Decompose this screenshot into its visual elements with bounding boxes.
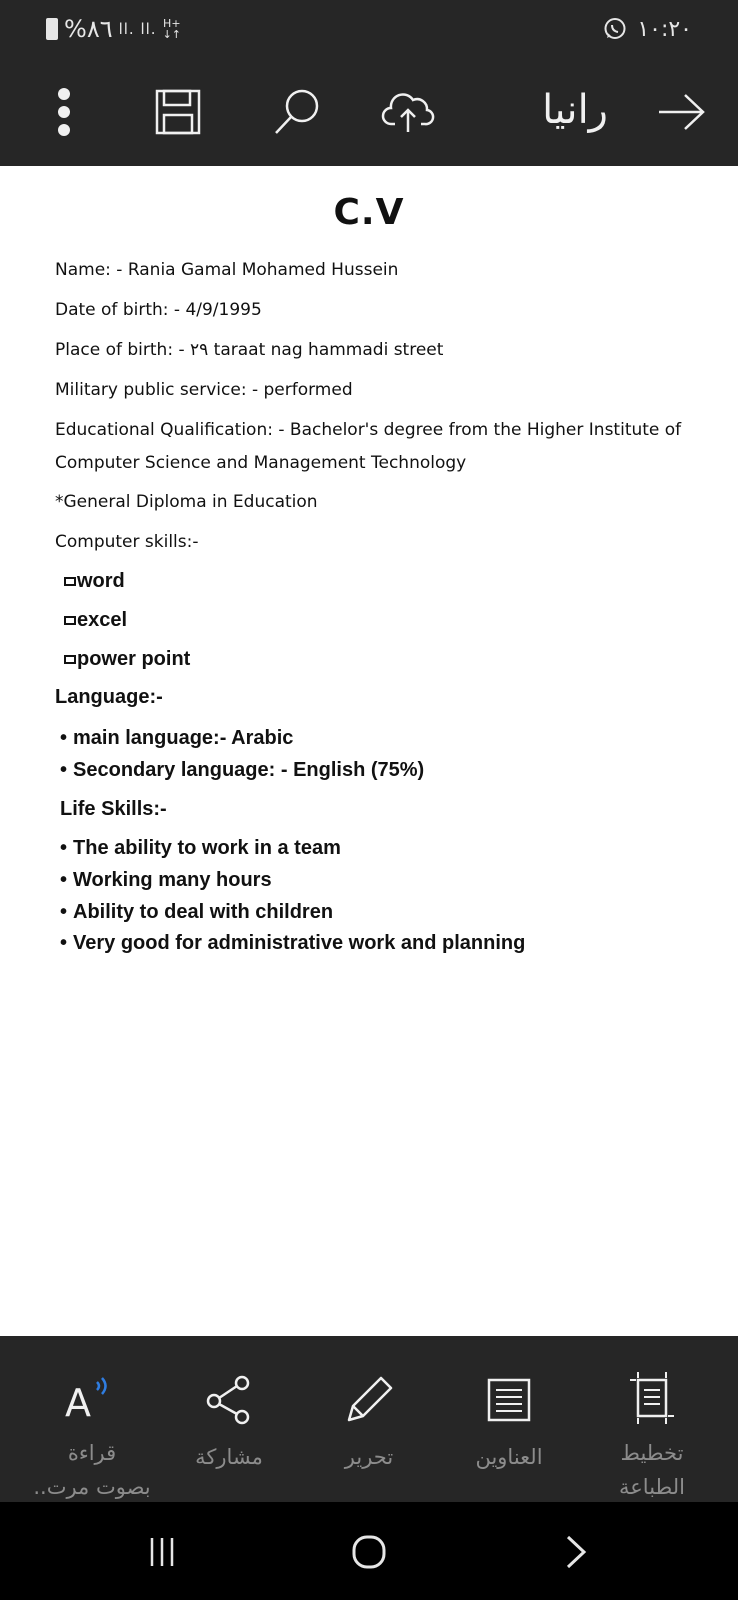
read-aloud-icon bbox=[61, 1372, 123, 1424]
more-options-button[interactable] bbox=[44, 82, 84, 142]
edit-label: تحرير bbox=[344, 1445, 394, 1469]
language-heading: Language:- bbox=[55, 686, 163, 708]
list-item: • Ability to deal with children bbox=[60, 901, 334, 923]
pencil-icon bbox=[343, 1374, 395, 1426]
list-item: • Very good for administrative work and planning bbox=[60, 932, 526, 954]
print-layout-button[interactable] bbox=[582, 1336, 722, 1502]
save-icon bbox=[155, 89, 201, 135]
share-button[interactable] bbox=[159, 1336, 299, 1502]
app-toolbar bbox=[0, 58, 738, 166]
status-left bbox=[46, 16, 181, 42]
whatsapp-icon bbox=[603, 17, 627, 41]
diploma-field: *General Diploma in Education bbox=[55, 492, 318, 512]
headings-label: العناوين bbox=[475, 1445, 543, 1469]
bottom-action-bar bbox=[0, 1336, 738, 1502]
forward-button[interactable] bbox=[652, 82, 712, 142]
svg-text:A: A bbox=[65, 1381, 91, 1424]
name-field: Name: - Rania Gamal Mohamed Hussein bbox=[55, 260, 399, 280]
chevron-right-icon bbox=[564, 1534, 588, 1570]
square-bullet-icon bbox=[64, 655, 76, 664]
cloud-upload-icon bbox=[381, 90, 435, 134]
list-item: • Secondary language: - English (75%) bbox=[60, 759, 425, 781]
signal-strength: ll. ll. bbox=[118, 20, 157, 38]
share-icon bbox=[204, 1375, 254, 1425]
edit-button[interactable] bbox=[299, 1336, 439, 1502]
save-button[interactable] bbox=[148, 82, 208, 142]
clock: ١٠:٢٠ bbox=[637, 16, 692, 42]
search-icon bbox=[271, 86, 323, 138]
recent-apps-icon bbox=[146, 1536, 178, 1568]
read-aloud-button[interactable] bbox=[22, 1336, 162, 1502]
list-item: excel bbox=[64, 609, 127, 632]
print-layout-icon bbox=[628, 1372, 676, 1424]
print-layout-label: تخطيط الطباعة bbox=[619, 1441, 685, 1499]
battery-icon bbox=[46, 18, 58, 40]
status-bar bbox=[0, 0, 738, 58]
computer-skills-heading: Computer skills:- bbox=[55, 532, 199, 552]
home-icon bbox=[351, 1534, 387, 1570]
pob-field: Place of birth: - ٢٩ taraat nag hammadi street bbox=[55, 340, 444, 360]
document-page[interactable] bbox=[0, 166, 738, 1336]
more-vert-icon bbox=[54, 86, 74, 138]
list-item: word bbox=[64, 570, 125, 593]
list-item: • main language:- Arabic bbox=[60, 727, 294, 749]
battery-level: %٨٦ bbox=[64, 15, 113, 43]
education-line-2: Computer Science and Management Technology bbox=[55, 453, 467, 473]
recent-apps-button[interactable] bbox=[122, 1522, 202, 1582]
search-button[interactable] bbox=[262, 82, 332, 142]
back-button[interactable] bbox=[536, 1522, 616, 1582]
status-right bbox=[603, 16, 692, 42]
life-skills-heading: Life Skills:- bbox=[60, 798, 167, 820]
square-bullet-icon bbox=[64, 577, 76, 586]
system-nav-bar bbox=[0, 1502, 738, 1600]
education-line-1: Educational Qualification: - Bachelor's degree from the Higher Institute of bbox=[55, 420, 682, 440]
square-bullet-icon bbox=[64, 616, 76, 625]
dob-field: Date of birth: - 4/9/1995 bbox=[55, 300, 262, 320]
document-title: رانيا bbox=[542, 87, 608, 133]
network-type: H+ ↓↑ bbox=[162, 17, 182, 41]
headings-icon bbox=[485, 1376, 533, 1424]
cv-title: C.V bbox=[333, 192, 405, 233]
share-label: مشاركة bbox=[195, 1445, 263, 1469]
list-item: • The ability to work in a team bbox=[60, 837, 341, 859]
forward-arrow-icon bbox=[657, 92, 707, 132]
list-item: power point bbox=[64, 648, 190, 671]
home-button[interactable] bbox=[329, 1522, 409, 1582]
read-aloud-label: قراءة بصوت مرت.. bbox=[33, 1441, 151, 1499]
list-item: • Working many hours bbox=[60, 869, 272, 891]
cloud-upload-button[interactable] bbox=[376, 82, 440, 142]
military-field: Military public service: - performed bbox=[55, 380, 353, 400]
headings-button[interactable] bbox=[439, 1336, 579, 1502]
